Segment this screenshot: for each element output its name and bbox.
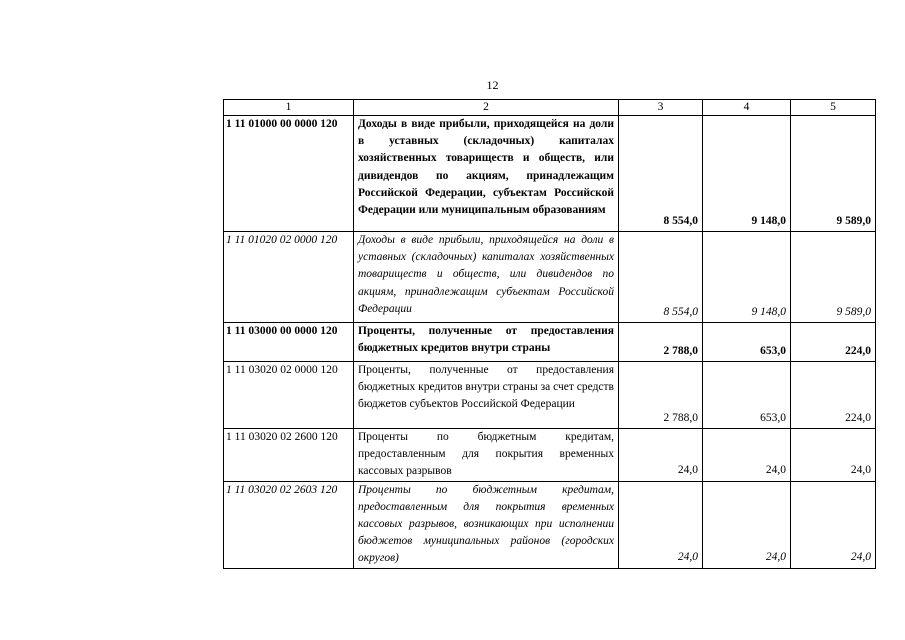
- table-row: [224, 232, 876, 323]
- column-header: 4: [703, 100, 791, 116]
- revenue-name: Проценты, полученные от предоставления бюджетных кредитов внутри страны за счет средств бюджетов субъектов Российской Федерации: [354, 362, 619, 429]
- budget-code: 1 11 03020 02 2603 120: [224, 481, 354, 568]
- value-col-5: 24,0: [791, 481, 876, 568]
- budget-code: 1 11 03020 02 0000 120: [224, 362, 354, 429]
- value-col-3: 2 788,0: [619, 362, 703, 429]
- value-col-3: 2 788,0: [619, 323, 703, 362]
- table-row: [224, 429, 876, 482]
- value-col-4: 24,0: [703, 481, 791, 568]
- value-col-3: 24,0: [619, 481, 703, 568]
- revenue-name: Доходы в виде прибыли, приходящейся на доли в уставных (складочных) капиталах хозяйственных товариществ и обществ, или дивидендов по акциям, принадлежащим Российской Федерации, субъектам Российской Федерации или муниципальным образованиям: [354, 116, 619, 232]
- revenue-name: Доходы в виде прибыли, приходящейся на доли в уставных (складочных) капиталах хозяйственных товариществ и обществ, или дивидендов по акциям, принадлежащим субъектам Российской Федерации: [354, 232, 619, 323]
- revenue-name: Проценты по бюджетным кредитам, предоставленным для покрытия временных кассовых разрывов: [354, 429, 619, 482]
- budget-code: 1 11 03000 00 0000 120: [224, 323, 354, 362]
- value-col-4: 24,0: [703, 429, 791, 482]
- column-header: 5: [791, 100, 876, 116]
- column-header: 2: [354, 100, 619, 116]
- value-col-5: 224,0: [791, 362, 876, 429]
- value-col-3: 8 554,0: [619, 116, 703, 232]
- budget-code: 1 11 01020 02 0000 120: [224, 232, 354, 323]
- value-col-4: 653,0: [703, 323, 791, 362]
- page-number: 12: [486, 78, 499, 92]
- value-col-4: 9 148,0: [703, 116, 791, 232]
- budget-code: 1 11 03020 02 2600 120: [224, 429, 354, 482]
- table-row: [224, 481, 876, 568]
- value-col-3: 8 554,0: [619, 232, 703, 323]
- value-col-5: 224,0: [791, 323, 876, 362]
- value-col-4: 653,0: [703, 362, 791, 429]
- table-row: [224, 362, 876, 429]
- value-col-5: 9 589,0: [791, 232, 876, 323]
- revenue-name: Проценты, полученные от предоставления бюджетных кредитов внутри страны: [354, 323, 619, 362]
- value-col-3: 24,0: [619, 429, 703, 482]
- budget-revenue-table: [223, 99, 876, 569]
- budget-code: 1 11 01000 00 0000 120: [224, 116, 354, 232]
- table-row: [224, 323, 876, 362]
- revenue-name: Проценты по бюджетным кредитам, предоставленным для покрытия временных кассовых разрывов, возникающих при исполнении бюджетов муниципальных районов (городских округов): [354, 481, 619, 568]
- value-col-5: 9 589,0: [791, 116, 876, 232]
- table-row: [224, 116, 876, 232]
- column-header: 1: [224, 100, 354, 116]
- column-header: 3: [619, 100, 703, 116]
- value-col-4: 9 148,0: [703, 232, 791, 323]
- value-col-5: 24,0: [791, 429, 876, 482]
- table-header-row: [224, 100, 876, 116]
